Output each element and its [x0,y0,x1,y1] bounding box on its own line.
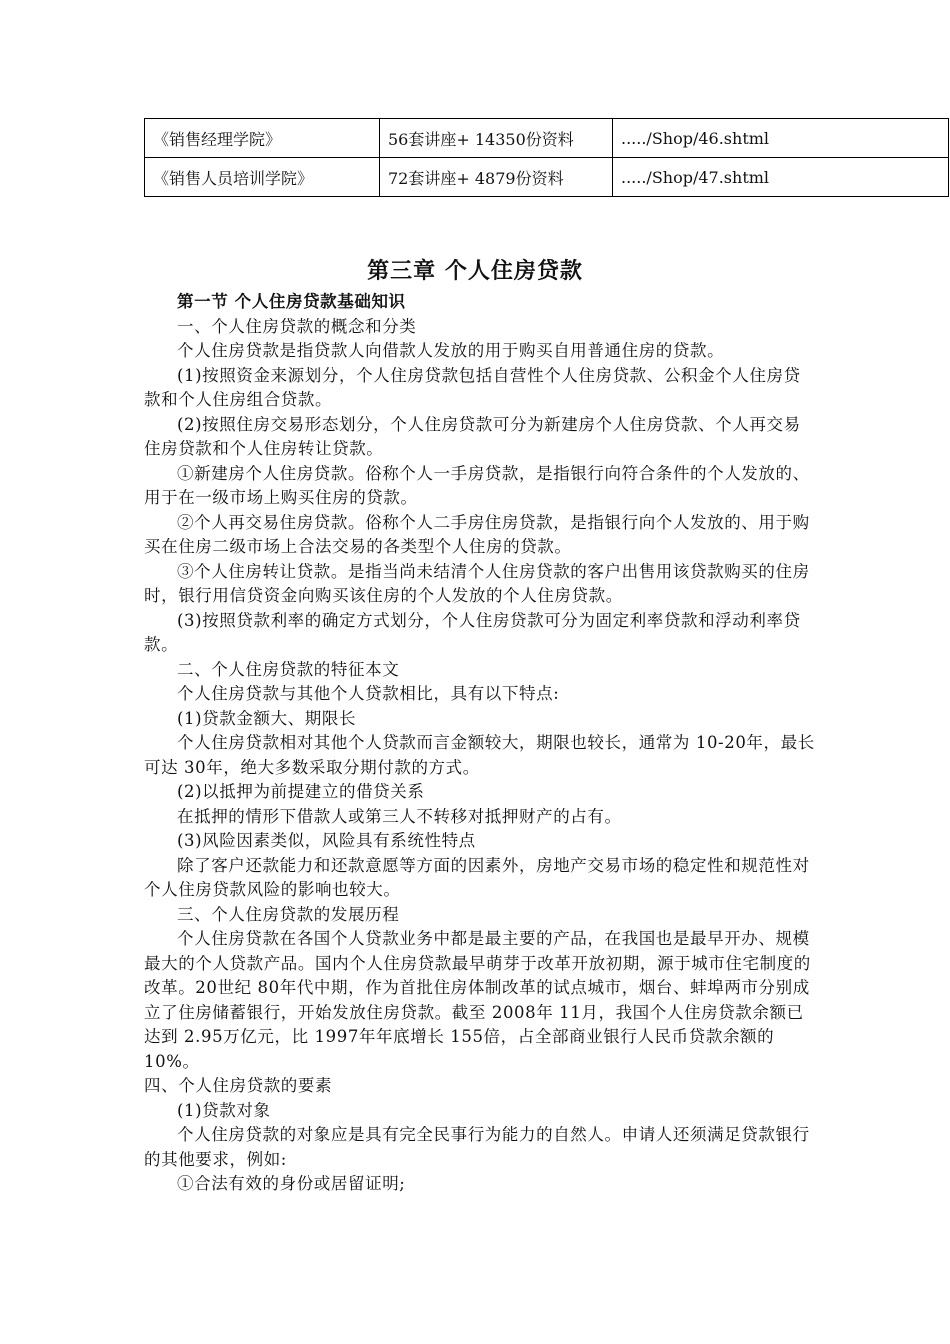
table-cell-link[interactable]: ...../Shop/47.shtml [613,158,949,197]
document-body [144,290,816,1197]
table-cell: 《销售人员培训学院》 [145,158,380,197]
subsection-heading: 四、个人住房贷款的要素 [144,1076,333,1095]
table-row [145,119,949,158]
paragraph: 个人住房贷款在各国个人贷款业务中都是最主要的产品，在我国也是最早开办、规模最大的个人贷款产品。国内个人住房贷款最早萌芽于改革开放初期，源于城市住宅制度的改革。20世纪 80年代中期，作为首批住房体制改革的试点城市，烟台、蚌埠两市分别成立了住房储蓄银行，开始发放住房贷款。截至 2008年 11月，我国个人住房贷款余额已达到 2.95万亿元，比 1997年年底增长 155倍，占全部商业银行人民币贷款余额的 10%。 [144,929,811,1071]
table-row [145,158,949,197]
paragraph: 除了客户还款能力和还款意愿等方面的因素外，房地产交易市场的稳定性和规范性对个人住房贷款风险的影响也较大。 [144,855,810,899]
table-cell: 72套讲座+ 4879份资料 [380,158,613,197]
paragraph: (2)按照住房交易形态划分，个人住房贷款可分为新建房个人住房贷款、个人再交易住房贷款和个人住房转让贷款。 [144,414,801,458]
paragraph: 个人住房贷款的对象应是具有完全民事行为能力的自然人。申请人还须满足贷款银行的其他要求，例如: [144,1125,810,1169]
resource-table [144,118,949,197]
paragraph: ①合法有效的身份或居留证明; [177,1174,406,1193]
paragraph: 个人住房贷款相对其他个人贷款而言金额较大，期限也较长，通常为 10-20年，最长可达 30年，绝大多数采取分期付款的方式。 [144,733,815,777]
section-heading: 第一节 个人住房贷款基础知识 [177,292,406,311]
paragraph: 个人住房贷款与其他个人贷款相比，具有以下特点: [177,684,560,703]
paragraph: ①新建房个人住房贷款。俗称个人一手房贷款，是指银行向符合条件的个人发放的、用于在一级市场上购买住房的贷款。 [144,463,810,507]
table-cell: 56套讲座+ 14350份资料 [380,119,613,158]
paragraph: ③个人住房转让贷款。是指当尚未结清个人住房贷款的客户出售用该贷款购买的住房时，银行用信贷资金向购买该住房的个人发放的个人住房贷款。 [144,561,810,605]
paragraph: (1)贷款金额大、期限长 [177,708,357,728]
paragraph: (1)贷款对象 [177,1100,271,1120]
subsection-heading: 三、个人住房贷款的发展历程 [177,904,400,924]
subsection-heading: 二、个人住房贷款的特征本文 [177,659,400,679]
paragraph: (3)风险因素类似，风险具有系统性特点 [177,831,476,850]
table-cell: 《销售经理学院》 [145,119,380,158]
paragraph: (1)按照资金来源划分，个人住房贷款包括自营性个人住房贷款、公积金个人住房贷款和个人住房组合贷款。 [144,365,801,409]
subsection-heading: 一、个人住房贷款的概念和分类 [177,316,417,336]
paragraph: (3)按照贷款利率的确定方式划分，个人住房贷款可分为固定利率贷款和浮动利率贷款。 [144,610,801,654]
chapter-title: 第三章 个人住房贷款 [367,258,583,284]
paragraph: (2)以抵押为前提建立的借贷关系 [177,782,425,801]
table-cell-link[interactable]: ...../Shop/46.shtml [613,119,949,158]
paragraph: 个人住房贷款是指贷款人向借款人发放的用于购买自用普通住房的贷款。 [177,341,725,360]
paragraph: ②个人再交易住房贷款。俗称个人二手房住房贷款，是指银行向个人发放的、用于购买在住房二级市场上合法交易的各类型个人住房的贷款。 [144,512,810,556]
paragraph: 在抵押的情形下借款人或第三人不转移对抵押财产的占有。 [177,806,622,826]
